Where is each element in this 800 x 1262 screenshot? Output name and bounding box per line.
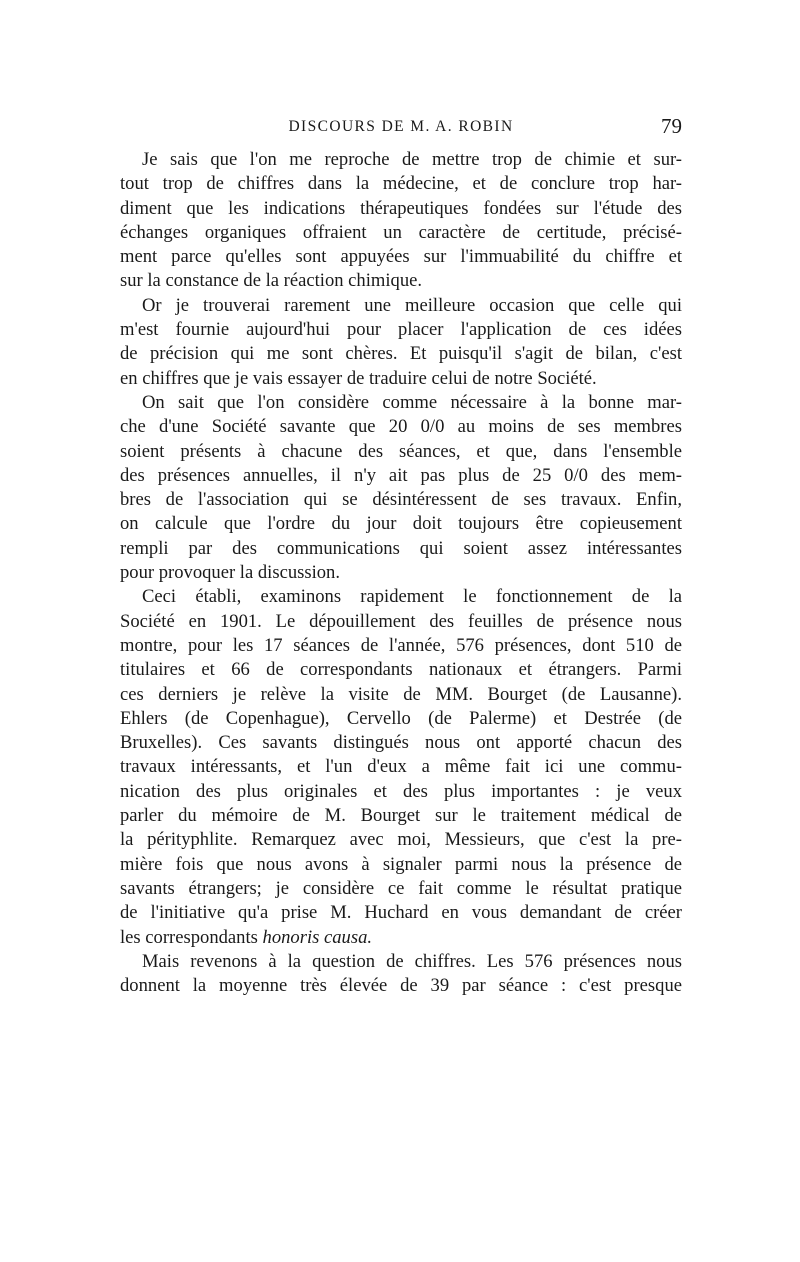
running-head — [120, 114, 682, 144]
text-line: bres de l'association qui se désintéressent de ses travaux. Enfin, — [120, 489, 682, 511]
running-title: DISCOURS DE M. A. ROBIN — [288, 118, 514, 135]
text-line: che d'une Société savante que 20 0/0 au moins de ses membres — [120, 416, 682, 438]
text-line: mière fois que nous avons à signaler parmi nous la présence de — [120, 853, 682, 875]
text-line: Ehlers (de Copenhague), Cervello (de Palerme) et Destrée (de — [120, 707, 682, 729]
text-line: en chiffres que je vais essayer de traduire celui de notre Société. — [120, 367, 597, 389]
text-line: titulaires et 66 de correspondants nationaux et étrangers. Parmi — [120, 659, 682, 681]
text-line: de précision qui me sont chères. Et puisqu'il s'agit de bilan, c'est — [120, 343, 682, 365]
text-line — [120, 926, 682, 950]
text-line: Ceci établi, examinons rapidement le fonctionnement de la — [142, 586, 682, 608]
page-number: 79 — [661, 114, 682, 138]
text-line: pour provoquer la discussion. — [120, 562, 340, 584]
text-fragment: les correspondants — [120, 926, 263, 948]
text-line: échanges organiques offraient un caractère de certitude, précisé- — [120, 221, 682, 243]
text-line: ment parce qu'elles sont appuyées sur l'immuabilité du chiffre et — [120, 246, 682, 268]
text-line: travaux intéressants, et l'un d'eux a même fait ici une commu- — [120, 756, 682, 778]
text-line: de l'initiative qu'a prise M. Huchard en vous demandant de créer — [120, 902, 682, 924]
text-line: des présences annuelles, il n'y ait pas plus de 25 0/0 des mem- — [120, 464, 682, 486]
text-line: nication des plus originales et des plus importantes : je veux — [120, 780, 682, 802]
text-line: diment que les indications thérapeutiques fondées sur l'étude des — [120, 197, 682, 219]
text-line: parler du mémoire de M. Bourget sur le traitement médical de — [120, 805, 682, 827]
text-line: soient présents à chacune des séances, et que, dans l'ensemble — [120, 440, 682, 462]
text-line: Bruxelles). Ces savants distingués nous ont apporté chacun des — [120, 732, 682, 754]
text-line: montre, pour les 17 séances de l'année, 576 présences, dont 510 de — [120, 634, 682, 656]
body-text — [120, 148, 682, 998]
text-line: On sait que l'on considère comme nécessaire à la bonne mar- — [142, 391, 682, 413]
text-line: la pérityphlite. Remarquez avec moi, Messieurs, que c'est la pre- — [120, 829, 682, 851]
text-line: on calcule que l'ordre du jour doit toujours être copieusement — [120, 513, 682, 535]
italic-phrase: honoris causa. — [262, 926, 373, 948]
text-line: rempli par des communications qui soient assez intéressantes — [120, 537, 682, 559]
text-line: Or je trouverai rarement une meilleure occasion que celle qui — [142, 294, 682, 316]
text-line: Mais revenons à la question de chiffres. Les 576 présences nous — [142, 950, 682, 972]
text-line: sur la constance de la réaction chimique. — [120, 270, 423, 292]
text-line: m'est fournie aujourd'hui pour placer l'application de ces idées — [120, 319, 682, 341]
text-line: savants étrangers; je considère ce fait comme le résultat pratique — [120, 877, 682, 899]
text-line: Société en 1901. Le dépouillement des feuilles de présence nous — [120, 610, 682, 632]
text-line: Je sais que l'on me reproche de mettre trop de chimie et sur- — [142, 149, 682, 170]
text-line: tout trop de chiffres dans la médecine, et de conclure trop har- — [120, 173, 682, 195]
text-line: donnent la moyenne très élevée de 39 par séance : c'est presque — [120, 975, 682, 997]
text-line: ces derniers je relève la visite de MM. Bourget (de Lausanne). — [120, 683, 682, 705]
